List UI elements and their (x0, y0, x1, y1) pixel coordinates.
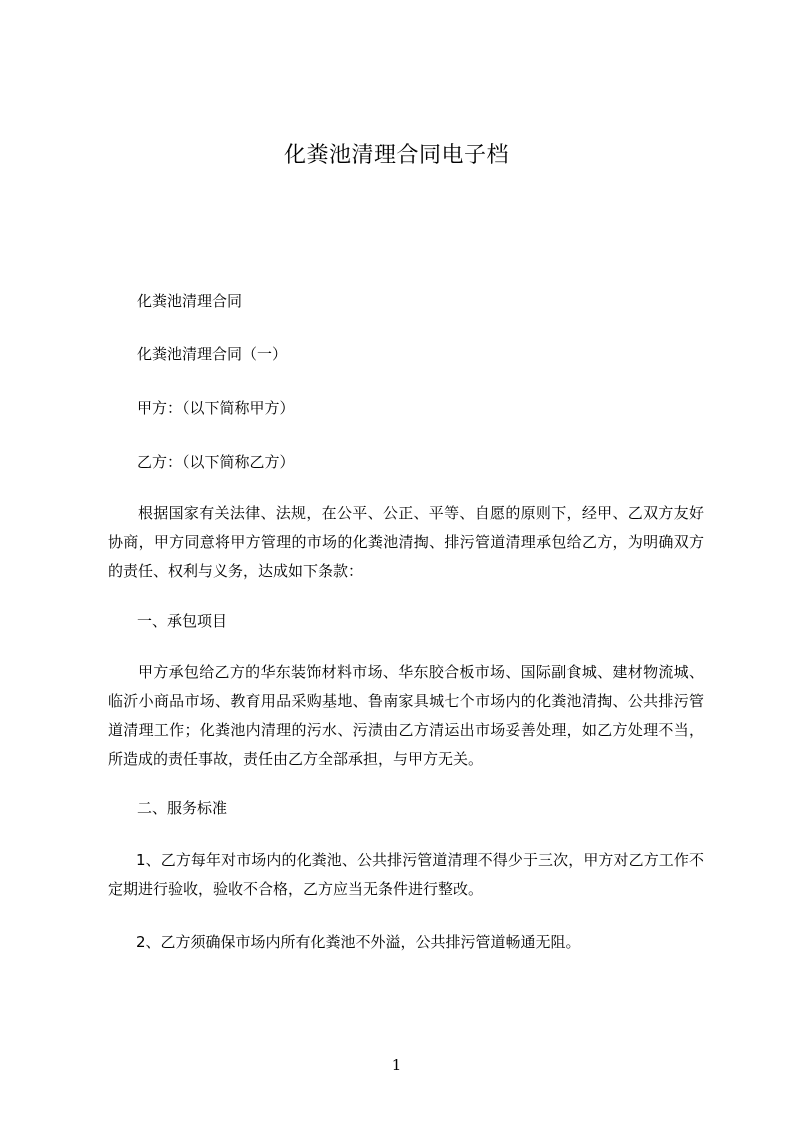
party-b-line: 乙方：（以下简称乙方） (137, 453, 295, 471)
intro-paragraph: 根据国家有关法律、法规，在公平、公正、平等、自愿的原则下，经甲、乙双方友好协商，甲方同意将甲方管理的市场的化粪池清掏、排污管道清理承包给乙方，为明确双方的责任、权利与义务，达成如下条款： (108, 504, 704, 580)
section-2-item-1: 1、乙方每年对市场内的化粪池、公共排污管道清理不得少于三次，甲方对乙方工作不定期进行验收，验收不合格，乙方应当无条件进行整改。 (108, 851, 704, 898)
page-number: 1 (391, 1056, 402, 1074)
section-2-item-2: 2、乙方须确保市场内所有化粪池不外溢，公共排污管道畅通无阻。 (136, 933, 581, 951)
section-2-heading: 二、服务标准 (137, 799, 228, 817)
section-1-heading: 一、承包项目 (137, 612, 228, 630)
section-1-paragraph: 甲方承包给乙方的华东装饰材料市场、华东胶合板市场、国际副食城、建材物流城、临沂小商品市场、教育用品采购基地、鲁南家具城七个市场内的化粪池清掏、公共排污管道清理工作；化粪池内清理的污水、污渍由乙方清运出市场妥善处理，如乙方处理不当，所造成的责任事故，责任由乙方全部承担，与甲方无关。 (108, 663, 704, 768)
document-title: 化粪池清理合同电子档 (283, 143, 509, 168)
contract-subheading: 化粪池清理合同（一） (137, 345, 288, 363)
contract-heading: 化粪池清理合同 (137, 292, 243, 310)
party-a-line: 甲方：（以下简称甲方） (137, 399, 295, 417)
